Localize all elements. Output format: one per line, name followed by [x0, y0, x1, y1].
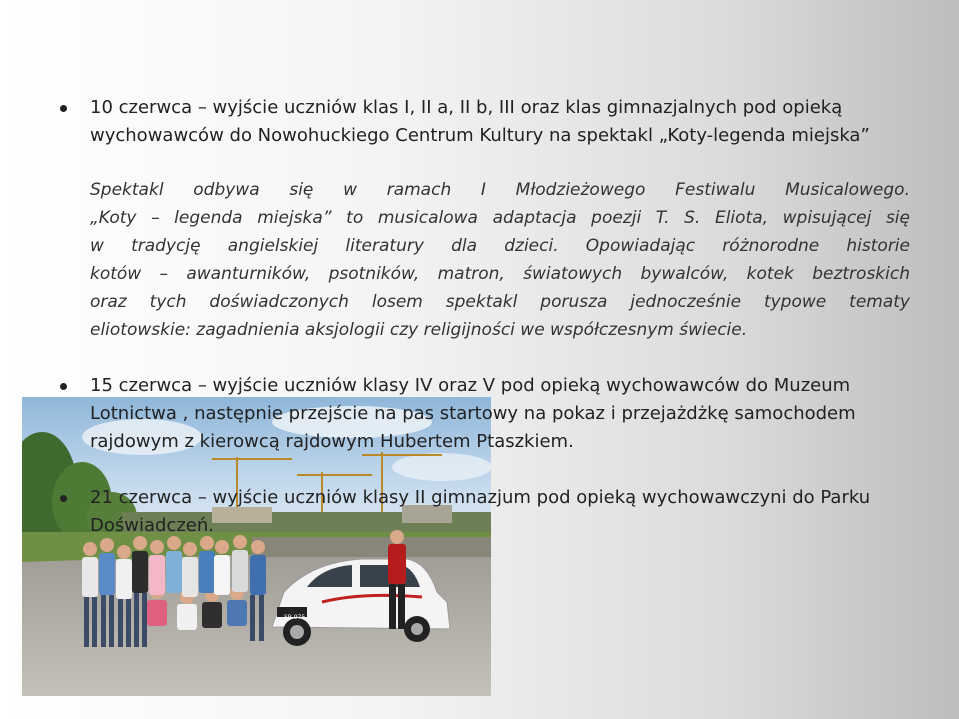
- description-line: oraz tych doświadczonych losem spektakl porusza jednocześnie typowe tematy: [90, 292, 910, 312]
- bullet-line: wychowawców do Nowohuckiego Centrum Kultury na spektakl „Koty-legenda miejska”: [90, 125, 870, 146]
- bullet-line: 21 czerwca – wyjście uczniów klasy II gimnazjum pod opieką wychowawczyni do Parku: [90, 487, 871, 508]
- description-line: „Koty – legenda miejska” to musicalowa adaptacja poezji T. S. Eliota, wpisującej się: [90, 208, 910, 228]
- description-line: eliotowskie: zagadnienia aksjologii czy religijności we współczesnym świecie.: [90, 320, 748, 340]
- description-line: kotów – awanturników, psotników, matron, światowych bywalców, kotek beztroskich: [90, 264, 910, 284]
- bullet-line: Lotnictwa , następnie przejście na pas startowy na pokaz i przejażdżkę samochodem: [90, 403, 856, 424]
- event-description: [90, 176, 910, 344]
- bullet-line: 10 czerwca – wyjście uczniów klas I, II a, II b, III oraz klas gimnazjalnych pod opieką: [90, 97, 843, 118]
- bullet-line: Doświadczeń.: [90, 515, 214, 536]
- bullet-dot-icon: [60, 383, 67, 390]
- bullet-line: 15 czerwca – wyjście uczniów klasy IV oraz V pod opieką wychowawców do Muzeum: [90, 375, 851, 396]
- description-line: Spektakl odbywa się w ramach I Młodzieżowego Festiwalu Musicalowego.: [90, 180, 910, 200]
- description-line: w tradycję angielskiej literatury dla dzieci. Opowiadając różnorodne historie: [90, 236, 910, 256]
- bullet-line: rajdowym z kierowcą rajdowym Hubertem Ptaszkiem.: [90, 431, 574, 452]
- bullet-dot-icon: [60, 105, 67, 112]
- bullet-dot-icon: [60, 495, 67, 502]
- car-plate: SB 975: [284, 614, 306, 621]
